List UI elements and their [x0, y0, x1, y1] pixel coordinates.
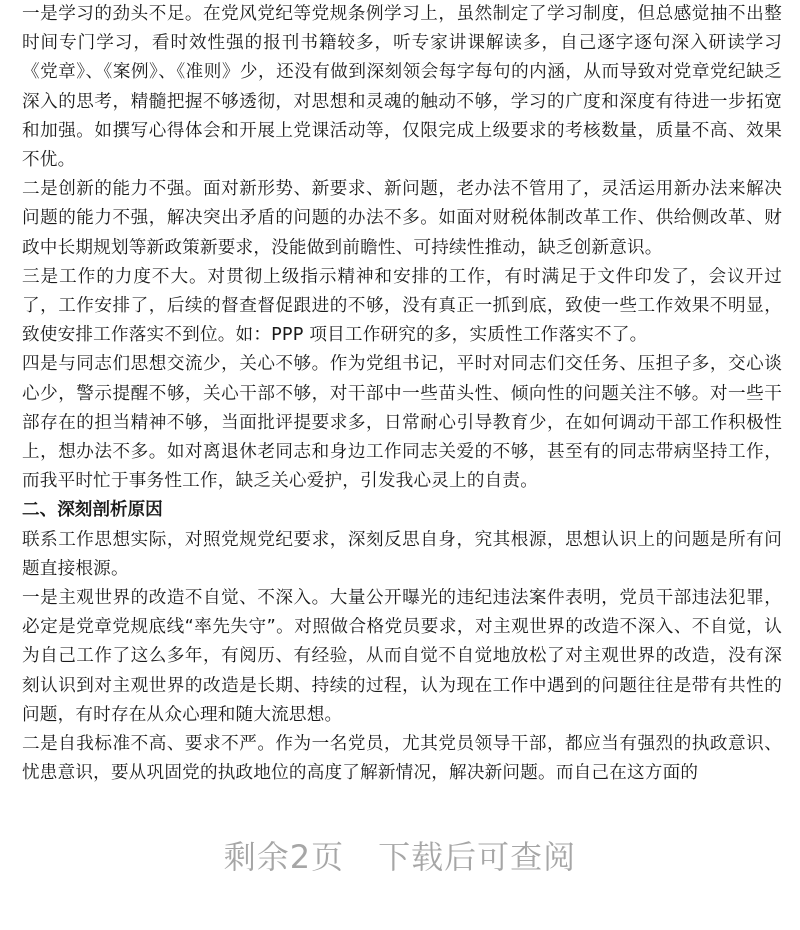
- download-footer[interactable]: [0, 832, 800, 878]
- paragraph-communication: 四是与同志们思想交流少，关心不够。作为党组书记，平时对同志们交任务、压担子多，交心谈心少，警示提醒不够，关心干部不够，对干部中一些苗头性、倾向性的问题关注不够。对一些干部存在的担当精神不够，当面批评提要求多，日常耐心引导教育少，在如何调动干部工作积极性上，想办法不多。如对离退休老同志和身边工作同志关爱的不够，甚至有的同志带病坚持工作，而我平时忙于事务性工作，缺乏关心爱护，引发我心灵上的自责。: [22, 354, 782, 492]
- paragraph-self-standard: 二是自我标准不高、要求不严。作为一名党员，尤其党员领导干部，都应当有强烈的执政意识、忧患意识，要从巩固党的执政地位的高度了解新情况，解决新问题。而自己在这方面的: [22, 734, 782, 784]
- paragraph-root-cause: 联系工作思想实际，对照党规党纪要求，深刻反思自身，究其根源，思想认识上的问题是所有问题直接根源。: [22, 529, 782, 579]
- paragraph-effort: 三是工作的力度不大。对贯彻上级指示精神和安排的工作，有时满足于文件印发了，会议开过了，工作安排了，后续的督查督促跟进的不够，没有真正一抓到底，致使一些工作效果不明显，致使安排工作落实不到位。如：PPP 项目工作研究的多，实质性工作落实不了。: [22, 266, 782, 346]
- section-heading-causes: 二、深刻剖析原因: [22, 500, 163, 521]
- paragraph-innovation: 二是创新的能力不强。面对新形势、新要求、新问题，老办法不管用了，灵活运用新办法来解决问题的能力不强，解决突出矛盾的问题的办法不多。如面对财税体制改革工作、供给侧改革、财政中长期规划等新政策新要求，没能做到前瞻性、可持续性推动，缺乏创新意识。: [22, 179, 782, 258]
- download-hint-text: 下载后可查阅: [378, 838, 577, 876]
- document-body: [22, 0, 782, 788]
- remaining-pages-text: 剩余2页: [223, 838, 345, 876]
- paragraph-subjective-world: 一是主观世界的改造不自觉、不深入。大量公开曝光的违纪违法案件表明，党员干部违法犯罪，必定是党章党规底线“率先失守”。对照做合格党员要求，对主观世界的改造不深入、不自觉，认为自己工作了这么多年，有阅历、有经验，从而自觉不自觉地放松了对主观世界的改造，没有深刻认识到对主观世界的改造是长期、持续的过程，认为现在工作中遇到的问题往往是带有共性的问题，有时存在从众心理和随大流思想。: [22, 588, 782, 725]
- paragraph-learning: 一是学习的劲头不足。在党风党纪等党规条例学习上，虽然制定了学习制度，但总感觉抽不出整时间专门学习，看时效性强的报刊书籍较多，听专家讲课解读多，自己逐字逐句深入研读学习《党章》、《案例》、《准则》少，还没有做到深刻领会每字每句的内涵，从而导致对党章党纪缺乏深入的思考，精髓把握不够透彻，对思想和灵魂的触动不够，学习的广度和深度有待进一步拓宽和加强。如撰写心得体会和开展上党课活动等，仅限完成上级要求的考核数量，质量不高、效果不优。: [22, 4, 782, 171]
